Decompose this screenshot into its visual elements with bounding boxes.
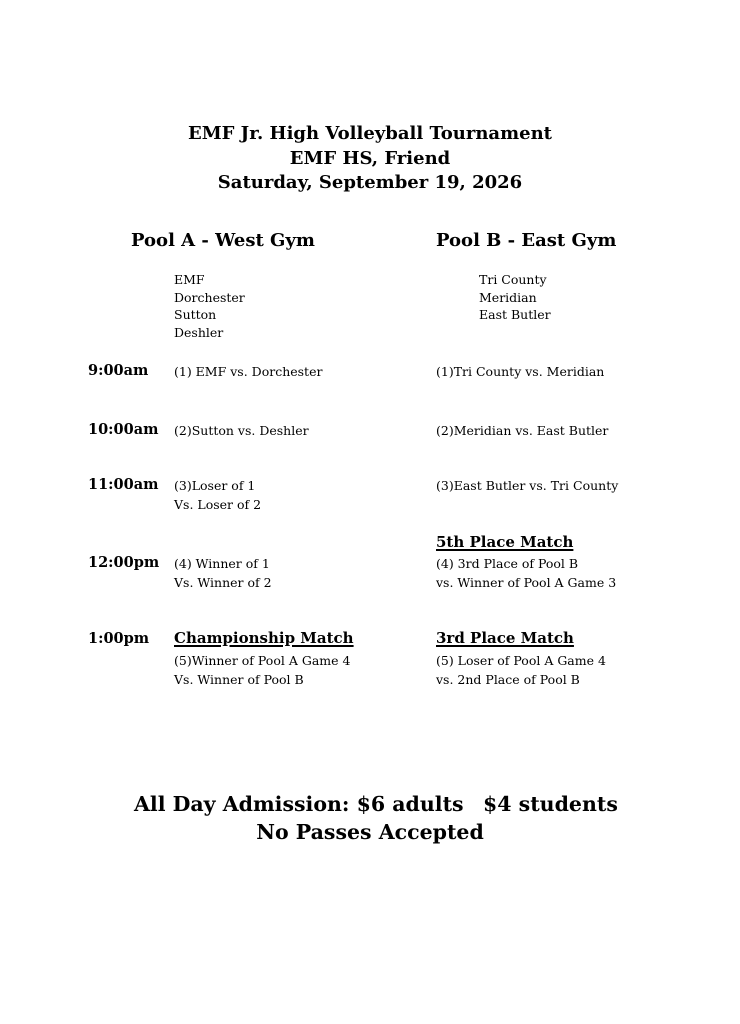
pool-a-game: [174, 554, 272, 592]
pool-a-game: (1) EMF vs. Dorchester: [174, 364, 323, 379]
game-line: Vs. Winner of 2: [174, 575, 272, 590]
game-line: vs. 2nd Place of Pool B: [436, 672, 580, 687]
pool-b-game: [436, 651, 606, 689]
tournament-location: EMF HS, Friend: [289, 148, 451, 169]
championship-heading: Championship Match: [174, 629, 354, 647]
pool-b-team: East Butler: [479, 307, 551, 322]
game-line: Vs. Winner of Pool B: [174, 672, 304, 687]
game-line: (5)Winner of Pool A Game 4: [174, 653, 351, 668]
third-place-heading: 3rd Place Match: [436, 629, 574, 647]
time-slot: 1:00pm: [88, 630, 150, 647]
tournament-date: Saturday, September 19, 2026: [217, 172, 523, 193]
pool-b-team: Tri County: [479, 272, 547, 287]
admission-adults: All Day Admission: $6 adults: [134, 792, 464, 816]
admission-students: $4 students: [483, 792, 618, 816]
pool-a-team: Deshler: [174, 324, 224, 340]
pool-b-game: (2)Meridian vs. East Butler: [436, 423, 609, 438]
time-slot: 11:00am: [88, 476, 159, 493]
pool-a-team: Dorchester: [174, 289, 245, 305]
pool-b-game: (1)Tri County vs. Meridian: [436, 364, 605, 379]
pool-a-title: Pool A - West Gym: [131, 230, 315, 251]
tournament-title: EMF Jr. High Volleyball Tournament: [187, 123, 552, 144]
pool-a-game: (2)Sutton vs. Deshler: [174, 423, 309, 438]
pool-a-team: Sutton: [174, 307, 217, 322]
pool-b-game: [436, 554, 616, 592]
pool-a-team-list: [174, 271, 245, 341]
pool-a-team: EMF: [174, 272, 205, 287]
game-line: (3)Loser of 1: [174, 478, 256, 493]
time-slot: 9:00am: [88, 362, 149, 379]
game-line: vs. Winner of Pool A Game 3: [436, 575, 617, 590]
pool-a-game: [174, 476, 261, 514]
pool-b-team: Meridian: [479, 289, 537, 305]
time-slot: 10:00am: [88, 421, 159, 438]
game-line: (4) Winner of 1: [174, 556, 270, 571]
game-line: (4) 3rd Place of Pool B: [436, 556, 579, 571]
pool-b-team-list: [479, 271, 551, 324]
game-line: Vs. Loser of 2: [174, 497, 262, 512]
pool-b-game: (3)East Butler vs. Tri County: [436, 478, 619, 493]
fifth-place-heading: 5th Place Match: [436, 533, 574, 551]
time-slot: 12:00pm: [88, 554, 160, 571]
pool-b-title: Pool B - East Gym: [436, 230, 617, 251]
game-line: (5) Loser of Pool A Game 4: [436, 653, 606, 668]
pool-a-game: [174, 651, 350, 689]
no-passes-note: No Passes Accepted: [256, 820, 484, 844]
